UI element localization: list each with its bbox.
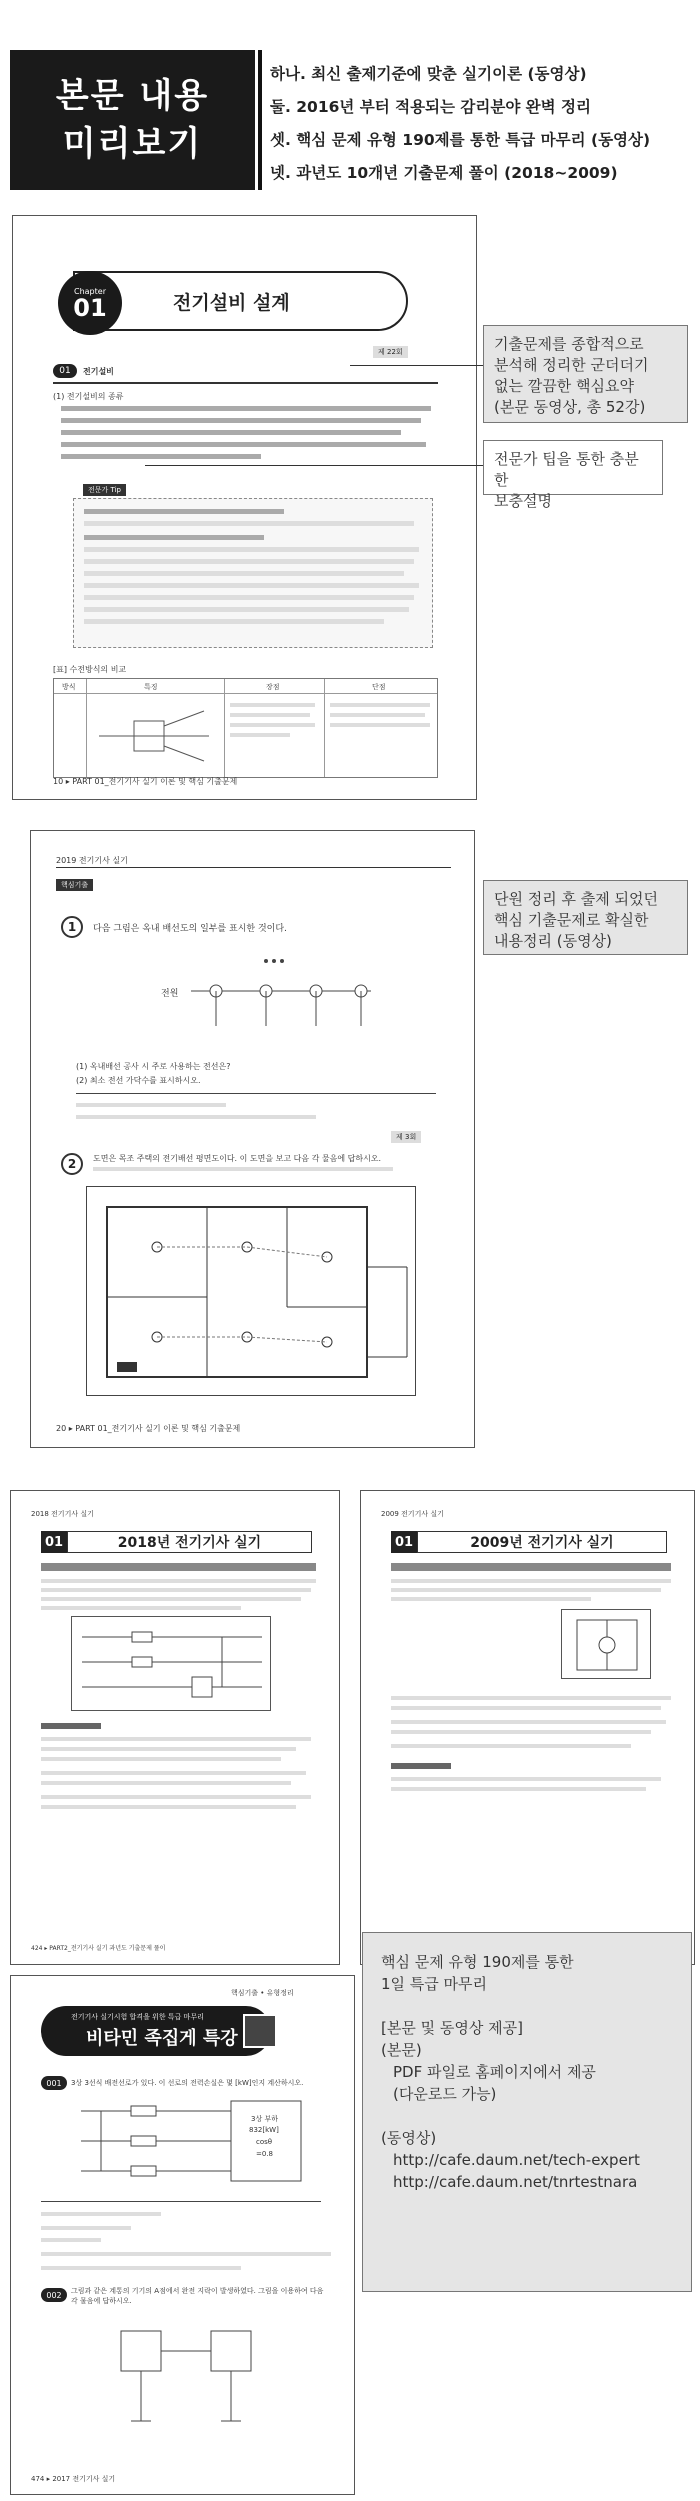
- sample-page-chapter: [12, 215, 477, 800]
- text-line: [41, 2212, 161, 2216]
- question-2-text: 그림과 같은 계통의 기기의 A점에서 완전 지락이 발생하였다. 그림을 이용하여 다음 각 물음에 답하시오.: [71, 2287, 324, 2305]
- chapter-title: 전기설비 설계: [173, 292, 290, 314]
- floor-plan-lines: [87, 1187, 417, 1397]
- expert-tip-box: [73, 498, 433, 648]
- sample-page-special-lecture: [10, 1975, 355, 2495]
- text-line: [41, 2252, 331, 2256]
- cafe-link-1[interactable]: http://cafe.daum.net/tech-expert: [393, 2151, 640, 2169]
- text-line: [84, 535, 264, 540]
- table-header-pros: 장점: [266, 683, 280, 691]
- comparison-table: [53, 678, 438, 778]
- feature-item-4: 넷. 과년도 10개년 기출문제 풀이 (2018~2009): [270, 164, 618, 182]
- question-1-sub-2: (2) 최소 전선 가닥수를 표시하시오.: [76, 1076, 201, 1085]
- summary-line-1: 기출문제를 종합적으로: [494, 335, 644, 353]
- circuit-lines: [72, 1617, 272, 1712]
- text-line: [330, 703, 430, 707]
- text-line: [61, 418, 421, 423]
- three-phase-circuit: [61, 2096, 331, 2186]
- text-line: [391, 1696, 671, 1700]
- load-label-2: 832[kW]: [249, 2126, 279, 2134]
- text-line: [61, 442, 426, 447]
- final-line-9: (동영상): [381, 2129, 437, 2147]
- text-line: [330, 713, 425, 717]
- text-line: [84, 547, 419, 552]
- text-line: [41, 1781, 291, 1785]
- text-line: [41, 1606, 241, 1610]
- text-line: [391, 1744, 631, 1748]
- section-bar: [391, 1563, 671, 1571]
- text-line: [41, 1597, 301, 1601]
- text-line: [41, 1771, 306, 1775]
- table-col-rule: [324, 679, 325, 777]
- sample-page-2009-exam: [360, 1490, 695, 1965]
- load-label-4: =0.8: [256, 2150, 273, 2158]
- text-line: [41, 1588, 311, 1592]
- tip-callout: [483, 440, 663, 510]
- final-line-1: 핵심 문제 유형 190제를 통한: [381, 1953, 574, 1971]
- text-line: [84, 607, 409, 612]
- text-line: [391, 1720, 666, 1724]
- circuit-lines: [61, 2096, 331, 2186]
- text-line: [230, 703, 315, 707]
- text-line: [61, 454, 261, 459]
- unit-line-1: 단원 정리 후 출제 되었던: [494, 890, 658, 908]
- section-bar: [41, 1563, 316, 1571]
- tip-callout-line-2: 보충설명: [494, 492, 552, 510]
- page-footer: 10 ▸ PART 01_전기기사 실기 이론 및 핵심 기출문제: [53, 777, 238, 786]
- question-2-tag: 제 3회: [391, 1131, 421, 1143]
- feature-item-3: 셋. 핵심 문제 유형 190제를 통한 특급 마무리 (동영상): [270, 131, 651, 149]
- cafe-link-2[interactable]: http://cafe.daum.net/tnrtestnara: [393, 2173, 638, 2191]
- answer-label: [391, 1763, 451, 1769]
- preview-title-line-2: 미리보기: [62, 124, 203, 164]
- summary-line-2: 분석해 정리한 군더더기: [494, 356, 649, 374]
- running-head: 2019 전기기사 실기: [56, 856, 128, 865]
- text-line: [391, 1787, 646, 1791]
- text-line: [84, 559, 414, 564]
- text-line: [230, 733, 290, 737]
- text-line: [84, 583, 419, 588]
- exam-number: 01: [41, 1531, 67, 1553]
- section-tag: 핵심기출: [56, 879, 93, 891]
- text-line: [391, 1706, 661, 1710]
- page-footer: 424 ▸ PART2_전기기사 실기 과년도 기출문제 풀이: [31, 1945, 166, 1952]
- text-line: [61, 406, 431, 411]
- exam-round-tag: 제 22회: [373, 346, 408, 358]
- text-line: [391, 1588, 661, 1592]
- text-line: [41, 2266, 241, 2270]
- answer-line: [76, 1115, 316, 1119]
- question-2-text: 도면은 목조 주택의 전기배선 평면도이다. 이 도면을 보고 다음 각 물음에 답하시오.: [93, 1154, 382, 1163]
- page-footer: 20 ▸ PART 01_전기기사 실기 이론 및 핵심 기출문제: [56, 1424, 241, 1433]
- chapter-number-circle: [58, 271, 122, 335]
- head-rule: [56, 867, 451, 868]
- answer-rule: [76, 1093, 436, 1094]
- video-film-icon: [243, 2014, 277, 2048]
- text-line: [84, 619, 384, 624]
- text-line: [391, 1730, 651, 1734]
- special-lecture-banner: [41, 2006, 271, 2056]
- answer-rule: [41, 2201, 321, 2202]
- running-head: 2018 전기기사 실기: [31, 1510, 94, 1518]
- tip-label: 전문가 Tip: [83, 484, 126, 496]
- text-line: [391, 1777, 661, 1781]
- lesson-badge: 01: [53, 364, 77, 378]
- table-header-cons: 단점: [372, 683, 386, 691]
- text-line: [84, 571, 404, 576]
- text-line: [93, 1167, 393, 1171]
- lesson-title: 전기설비: [83, 367, 114, 376]
- text-line: [41, 1579, 316, 1583]
- final-spacer: [381, 1995, 673, 2017]
- chapter-number: 01: [73, 293, 107, 322]
- circuit-lines: [562, 1610, 652, 1680]
- callout-connector: [350, 365, 483, 366]
- final-spacer: [381, 2105, 673, 2127]
- load-label-1: 3상 부하: [251, 2115, 278, 2123]
- header-divider: [258, 50, 262, 190]
- question-number-1: 1: [61, 916, 83, 938]
- running-head: 2009 전기기사 실기: [381, 1510, 444, 1518]
- table-rule: [54, 693, 437, 694]
- text-line: [330, 723, 430, 727]
- text-line: [41, 1805, 296, 1809]
- text-line: [391, 1579, 671, 1583]
- circuit-figure: [71, 1616, 271, 1711]
- summary-line-3: 없는 깔끔한 핵심요약: [494, 377, 634, 395]
- summary-line-4: (본문 동영상, 총 52강): [494, 398, 646, 416]
- text-line: [41, 2226, 131, 2230]
- unit-review-callout: [483, 880, 688, 955]
- unit-line-2: 핵심 기출문제로 확실한: [494, 911, 649, 929]
- exam-title: 2018년 전기기사 실기: [67, 1531, 312, 1553]
- callout-connector: [145, 465, 483, 466]
- text-line: [41, 2238, 101, 2242]
- unit-line-3: 내용정리 (동영상): [494, 932, 612, 950]
- preview-title-box: [10, 50, 255, 190]
- text-line: [84, 509, 284, 514]
- fault-diagram-lines: [101, 2321, 281, 2441]
- final-line-4: [본문 및 동영상 제공]: [381, 2019, 523, 2037]
- table-header-feature: 특징: [144, 683, 158, 691]
- feature-item-1: 하나. 최신 출제기준에 맞춘 실기이론 (동영상): [270, 65, 587, 83]
- final-line-6: PDF 파일로 홈페이지에서 제공: [393, 2063, 596, 2081]
- question-1-text: 다음 그림은 옥내 배선도의 일부를 표시한 것이다.: [93, 924, 287, 934]
- wiring-source-label: 전원: [161, 989, 179, 999]
- question-pill-2: 002: [41, 2288, 67, 2302]
- special-lecture-callout: [362, 1932, 692, 2292]
- circuit-figure: [561, 1609, 651, 1679]
- final-line-7: (다운로드 가능): [393, 2085, 497, 2103]
- exam-title: 2009년 전기기사 실기: [417, 1531, 667, 1553]
- text-line: [41, 1747, 296, 1751]
- summary-callout: [483, 325, 688, 423]
- question-1-sub-1: (1) 옥내배선 공사 시 주로 사용하는 전선은?: [76, 1062, 231, 1071]
- table-caption: [표] 수전방식의 비교: [53, 665, 127, 674]
- page-footer: 474 ▸ 2017 전기기사 실기: [31, 2475, 116, 2483]
- table-col-rule: [224, 679, 225, 777]
- text-line: [230, 713, 310, 717]
- sample-page-2018-exam: [10, 1490, 340, 1965]
- final-line-2: 1일 특급 마무리: [381, 1975, 488, 1993]
- table-col-rule: [86, 679, 87, 777]
- fault-diagram: [101, 2321, 281, 2441]
- floor-plan-drawing: [86, 1186, 416, 1396]
- question-number-2: 2: [61, 1153, 83, 1175]
- banner-subtitle: 전기기사 실기시험 합격을 위한 특급 마무리: [71, 2013, 204, 2021]
- tip-callout-line-1: 전문가 팁을 통한 충분한: [494, 450, 639, 489]
- text-line: [230, 723, 315, 727]
- chapter-label: Chapter: [74, 286, 106, 296]
- preview-title-line-1: 본문 내용: [55, 76, 210, 116]
- text-line: [41, 1795, 311, 1799]
- question-pill-1: 001: [41, 2076, 67, 2090]
- lesson-rule: [53, 382, 438, 384]
- text-line: [61, 430, 401, 435]
- top-tag: 핵심기출 • 유형정리: [231, 1989, 294, 1997]
- text-line: [84, 521, 414, 526]
- load-label-3: cosθ: [256, 2138, 273, 2146]
- feature-item-2: 둘. 2016년 부터 적용되는 감리분야 완벽 정리: [270, 98, 591, 116]
- text-line: [41, 1757, 281, 1761]
- table-header-method: 방식: [62, 683, 76, 691]
- sample-page-questions: [30, 830, 475, 1448]
- answer-label: [41, 1723, 101, 1729]
- section-heading: (1) 전기설비의 종류: [53, 392, 124, 401]
- table-diagram: [94, 701, 214, 771]
- feature-list: [270, 58, 695, 190]
- question-1-text: 3상 3선식 배전선로가 있다. 이 선로의 전력손실은 몇 [kW]인지 계산하시오.: [71, 2079, 304, 2087]
- banner-title: 비타민 족집게 특강: [86, 2028, 238, 2049]
- text-line: [391, 1597, 591, 1601]
- answer-line: [76, 1103, 226, 1107]
- final-line-5: (본문): [381, 2041, 422, 2059]
- exam-number: 01: [391, 1531, 417, 1553]
- text-line: [41, 1737, 311, 1741]
- text-line: [84, 595, 414, 600]
